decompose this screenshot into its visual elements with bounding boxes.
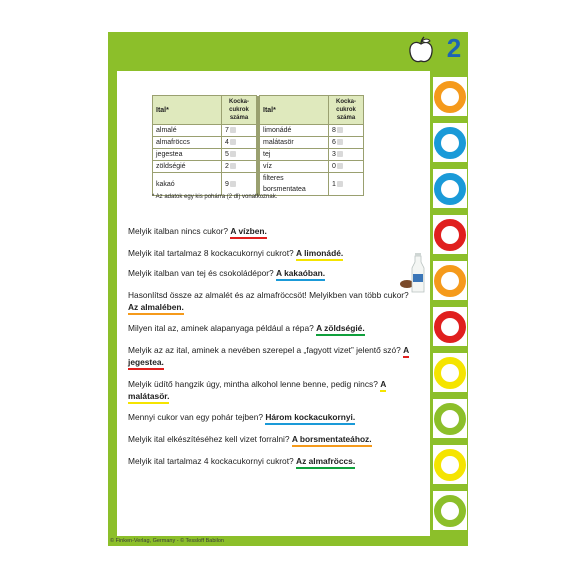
header-count: Kocka- cukrok száma [222,96,257,125]
sugar-cube-icon [230,139,236,145]
answer-text: A limonádé. [296,248,343,261]
drink-name: jegestea [153,149,222,161]
sugar-count: 9 [222,173,257,196]
answer-text: Három kockacukornyi. [265,412,355,425]
milk-and-cocoa-icon [400,250,428,294]
apple-icon [407,35,435,65]
question-item [128,248,418,260]
answer-ring-icon [434,311,466,343]
question-item [128,290,418,313]
sugar-cube-icon [230,163,236,169]
question-item [128,226,418,238]
ring-cell [433,77,467,116]
header-drink-2: Ital* [260,96,329,125]
question-text: Milyen ital az, aminek alapanyaga például a répa? [128,323,314,333]
header-drink: Ital* [153,96,222,125]
ring-cell [433,353,467,392]
question-item [128,434,418,446]
sugar-cube-icon [337,127,343,133]
question-text: Melyik ital tartalmaz 8 kockacukornyi cukrot? [128,248,294,258]
question-item [128,456,418,468]
header-count-2: Kocka- cukrok száma [329,96,364,125]
drink-name: limonádé [260,125,329,137]
ring-cell [433,169,467,208]
ring-cell [433,399,467,438]
drink-name: almafröccs [153,137,222,149]
ring-cell [433,491,467,530]
table-row [153,161,364,173]
answer-ring-icon [434,449,466,481]
sugar-cube-icon [230,181,236,187]
drink-name: víz [260,161,329,173]
question-text: Hasonlítsd össze az almalét és az almafröccsöt! Melyikben van több cukor? [128,290,409,300]
table-row [153,173,364,196]
ring-cell [433,445,467,484]
answer-ring-icon [434,173,466,205]
question-text: Melyik ital elkészítéséhez kell vizet forralni? [128,434,290,444]
drink-name: almalé [153,125,222,137]
answer-ring-icon [434,357,466,389]
ring-cell [433,307,467,346]
table-row [153,125,364,137]
sugar-count: 4 [222,137,257,149]
ring-cell [433,123,467,162]
answer-ring-icon [434,127,466,159]
drink-name: kakaó [153,173,222,196]
sugar-count: 3 [329,149,364,161]
answer-text: A malátasör. [128,379,386,404]
sugar-cube-icon [230,151,236,157]
sugar-cube-icon [230,127,236,133]
sugar-cube-icon [337,151,343,157]
sugar-count: 7 [222,125,257,137]
question-item [128,323,418,335]
footer-copyright: © Finken-Verlag, Germany - © Tessloff Babilon [110,538,224,544]
ring-cell [433,261,467,300]
table-note: * Az adatok egy kis pohárra (2 dl) vonatkoznak. [152,194,278,200]
sugar-table [152,95,364,196]
answer-text: Az almalében. [128,302,184,315]
drink-name: tej [260,149,329,161]
question-item [128,412,418,424]
answer-rings-column [431,71,468,536]
drink-name: filteres borsmentatea [260,173,329,196]
sugar-count: 8 [329,125,364,137]
question-item [128,379,418,402]
sugar-count: 0 [329,161,364,173]
answer-ring-icon [434,403,466,435]
answer-ring-icon [434,495,466,527]
question-text: Melyik italban van tej és csokoládépor? [128,268,274,278]
answer-text: Az almafröccs. [296,456,355,469]
table-row [153,149,364,161]
sugar-cube-icon [337,163,343,169]
drink-name: zöldségié [153,161,222,173]
sugar-count: 5 [222,149,257,161]
question-text: Melyik italban nincs cukor? [128,226,229,236]
answer-ring-icon [434,81,466,113]
question-text: Melyik ital tartalmaz 4 kockacukornyi cukrot? [128,456,294,466]
answer-text: A jegestea. [128,345,409,370]
question-item [128,345,418,368]
answer-text: A borsmentateához. [292,434,372,447]
sugar-cube-icon [337,181,343,187]
sugar-cube-icon [337,139,343,145]
sugar-count: 2 [222,161,257,173]
page-number: 2 [446,33,462,63]
answer-text: A kakaóban. [276,268,325,281]
answer-ring-icon [434,265,466,297]
question-text: Melyik üdítő hangzik úgy, mintha alkohol lenne benne, pedig nincs? [128,379,378,389]
answer-text: A vízben. [230,226,266,239]
drink-name: malátasör [260,137,329,149]
answer-text: A zöldségié. [316,323,365,336]
question-text: Mennyi cukor van egy pohár tejben? [128,412,264,422]
sugar-count: 1 [329,173,364,196]
answer-ring-icon [434,219,466,251]
question-text: Melyik az az ital, aminek a nevében szerepel a „fagyott vizet” jelentő szó? [128,345,401,355]
table-row [153,137,364,149]
ring-cell [433,215,467,254]
sugar-count: 6 [329,137,364,149]
question-item [128,268,418,280]
